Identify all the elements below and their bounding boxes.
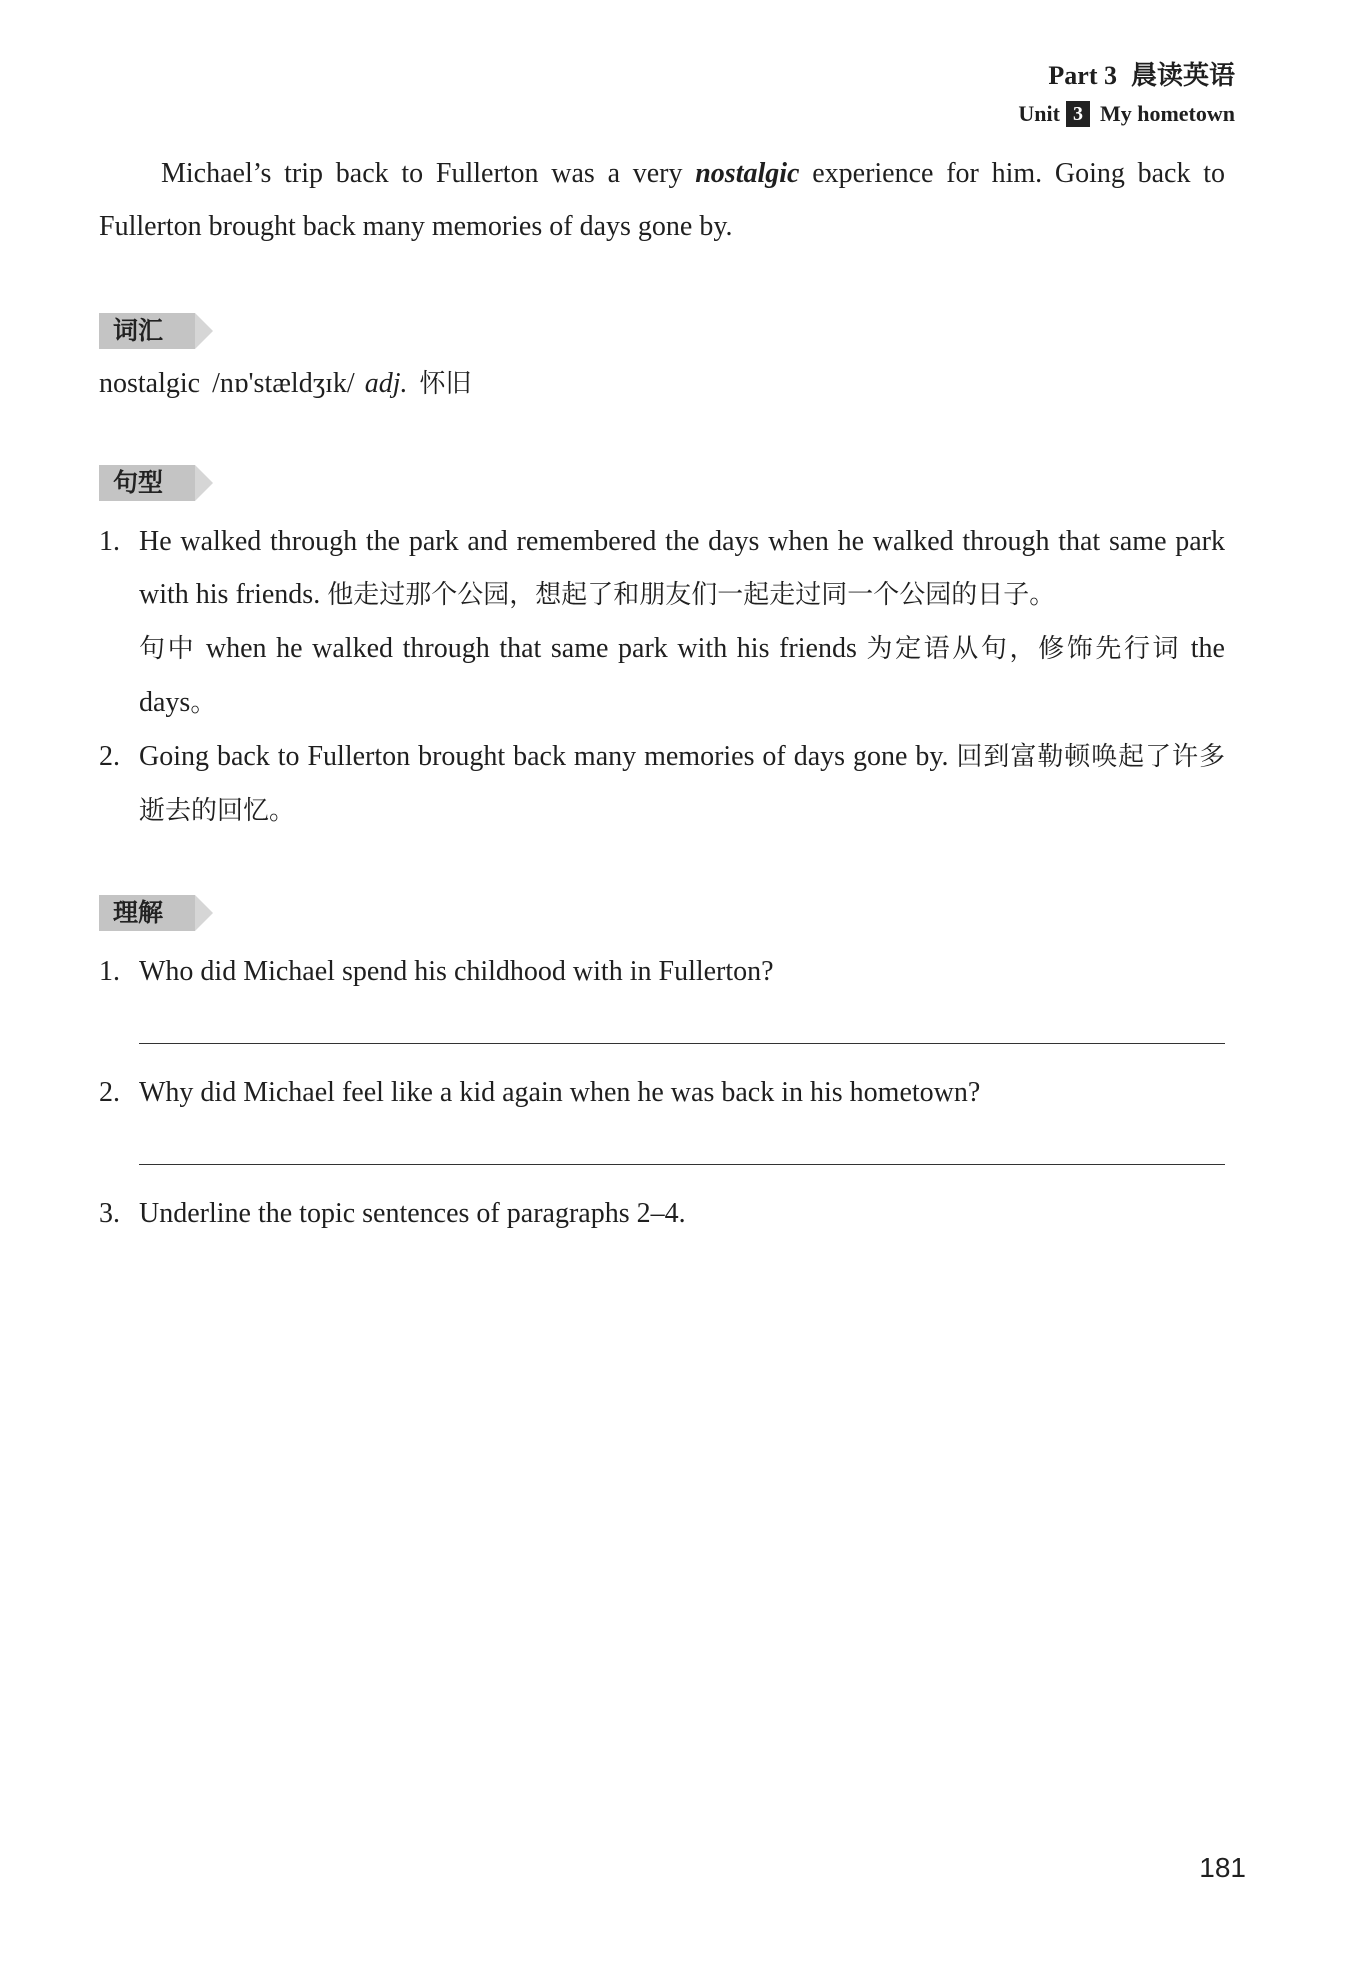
question-text: Who did Michael spend his childhood with in Fullerton? [139,956,774,987]
section-tag-label: 理解 [113,898,164,927]
sentence-en: He walked through the park and remembered the days when he walked through that same park with his friends. [139,526,1225,610]
section-tag-label: 词汇 [113,316,164,345]
sentence-en: Going back to Fullerton brought back many memories of days gone by. [139,741,949,772]
section-tag-vocab [99,313,215,349]
sentence-item [99,730,1225,838]
item-number: 2. [99,1077,120,1108]
item-number: 2. [99,741,120,772]
vocab-phonetic: /nɒ'stældʒɪk/ [212,368,355,399]
question-item [99,1066,1225,1119]
vocab-meaning: 怀旧 [419,369,472,399]
page-number: 181 [1199,1852,1246,1883]
tag-arrow-icon [195,465,213,501]
unit-number-badge: 3 [1066,101,1090,127]
question-item [99,1187,1225,1240]
running-head [1018,58,1235,132]
section-tag-label: 句型 [113,468,164,497]
sentence-section [99,465,1225,838]
vocab-word: nostalgic [99,368,201,399]
running-head-part [1018,58,1235,94]
sentence-item [99,515,1225,622]
vocab-entry [99,363,1225,405]
vocab-pos: adj. [364,368,408,399]
sentence-zh: 他走过那个公园，想起了和朋友们一起走过同一个公园的日子。 [327,580,1056,610]
unit-label: Unit [1018,101,1060,126]
question-text: Underline the topic sentences of paragraphs 2–4. [139,1198,686,1229]
item-number: 1. [99,956,120,987]
running-head-unit [1018,96,1235,132]
unit-title: My hometown [1099,101,1235,126]
section-tag-sentences [99,465,215,501]
item-number: 1. [99,526,120,557]
sentence-zh: 回到富勒顿唤起了许多逝去的回忆。 [139,742,1225,826]
section-tag-comprehension [99,895,215,931]
vocab-section [99,313,1225,405]
item-number: 3. [99,1198,120,1229]
page-content [99,147,1225,1240]
keyword-nostalgic: nostalgic [695,158,800,189]
tag-arrow-icon [195,895,213,931]
question-text: Why did Michael feel like a kid again when he was back in his hometown? [139,1077,981,1108]
intro-paragraph: Michael’s trip back to Fullerton was a very nostalgic experience for him. Going back to Fullerton brought back many memories of days gone by. [99,158,1225,242]
tag-arrow-icon [195,313,213,349]
question-item [99,945,1225,998]
section-title-cn: 晨读英语 [1130,61,1235,91]
part-label: Part 3 [1048,61,1117,90]
comprehension-section [99,895,1225,1240]
grammar-note: 句中 when he walked through that same park with his friends 为定语从句，修饰先行词 the days。 [139,633,1225,718]
